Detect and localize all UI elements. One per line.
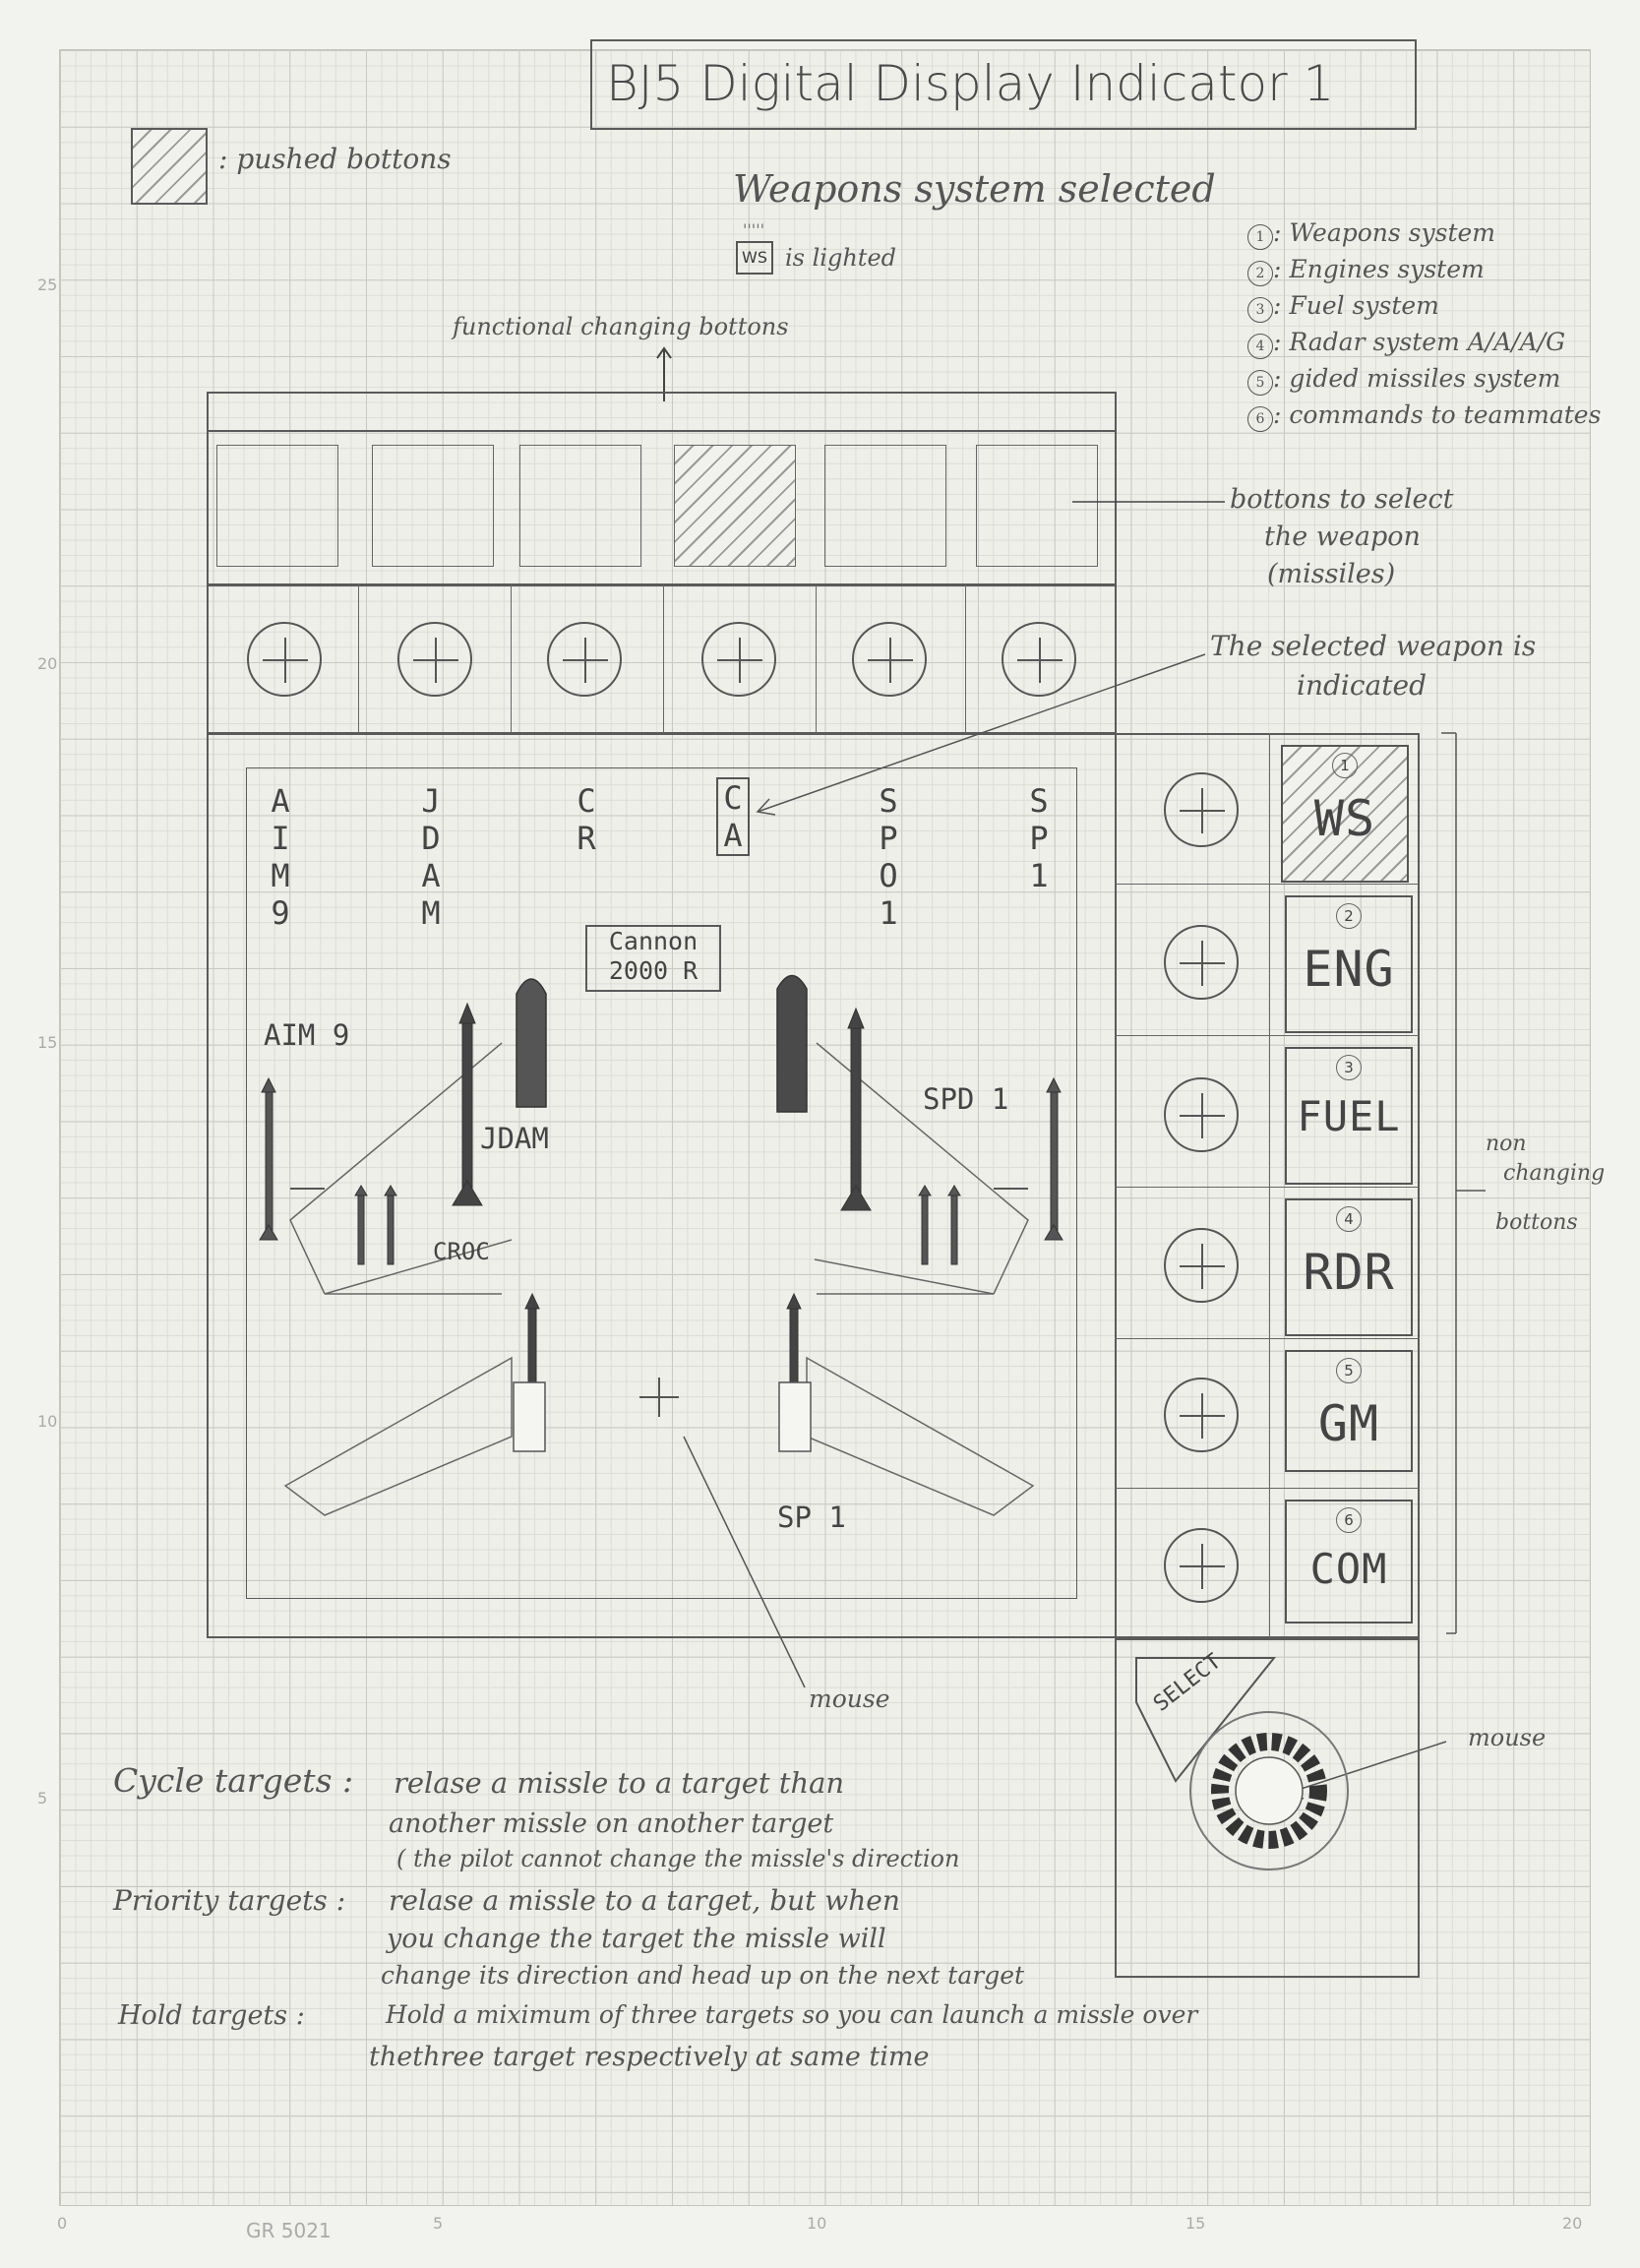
gm-button-label: GM <box>1317 1395 1380 1452</box>
select-weapon-note-2: the weapon <box>1264 521 1421 552</box>
gm-button[interactable] <box>1285 1350 1413 1472</box>
note-cycle-line: relase a missle to a target than <box>394 1766 845 1800</box>
non-changing-note-2: changing <box>1503 1161 1606 1186</box>
ws-button-label: WS <box>1313 790 1376 847</box>
system-row-divider <box>1115 884 1420 885</box>
systems-list-item: 6 : commands to teammates <box>1247 400 1601 437</box>
label-croc: CROC <box>433 1238 490 1265</box>
system-plus-knob-4[interactable] <box>1164 1228 1239 1303</box>
scale-bottom-10: 10 <box>807 2214 827 2233</box>
note-hold-line: Hold a miximum of three targets so you can launch a missle over <box>386 2000 1198 2029</box>
note-cycle-line: ( the pilot cannot change the missle's direction <box>396 1845 960 1872</box>
system-plus-knob-1[interactable] <box>1164 772 1239 847</box>
scale-bottom-15: 15 <box>1185 2214 1206 2233</box>
selected-indicated-note-2: indicated <box>1297 669 1427 702</box>
note-priority-line: you change the target the missle will <box>387 1924 886 1954</box>
cannon-label: Cannon <box>608 927 699 955</box>
weapon-col-cr: CR <box>577 782 596 857</box>
ws-badge-text: WS <box>742 248 767 267</box>
systems-num: 4 <box>1247 334 1273 359</box>
ws-button-num: 1 <box>1332 753 1358 778</box>
com-button[interactable] <box>1285 1500 1413 1624</box>
selected-indicated-note-1: The selected weapon is <box>1210 630 1537 662</box>
mouse-trackball-icon[interactable] <box>1185 1707 1353 1874</box>
systems-list-item: 3 : Fuel system <box>1247 291 1601 328</box>
gm-button-num: 5 <box>1336 1358 1362 1383</box>
systems-num: 2 <box>1247 261 1273 286</box>
functional-label: functional changing bottons <box>453 313 789 340</box>
selected-title: Weapons system selected <box>733 167 1216 211</box>
eng-button-num: 2 <box>1336 903 1362 929</box>
system-row-divider <box>1115 1338 1420 1339</box>
eng-button-label: ENG <box>1303 941 1395 998</box>
rdr-button[interactable] <box>1285 1198 1413 1336</box>
cannon-rounds: 2000 R <box>608 956 699 985</box>
fuel-button[interactable] <box>1285 1047 1413 1185</box>
systems-list-item: 1 : Weapons system <box>1247 218 1601 255</box>
systems-num: 6 <box>1247 406 1273 432</box>
scale-bottom-5: 5 <box>433 2214 444 2233</box>
system-plus-knob-2[interactable] <box>1164 925 1239 1000</box>
mouse-center-label: mouse <box>809 1685 890 1713</box>
system-col-divider <box>1269 733 1270 1638</box>
note-hold-term: Hold targets : <box>118 2000 305 2031</box>
ws-lighted-note: is lighted <box>785 244 897 272</box>
non-changing-note-1: non <box>1486 1132 1527 1156</box>
system-row-divider <box>1115 1035 1420 1036</box>
select-button-label[interactable]: SELECT <box>1149 1649 1227 1717</box>
weapon-col-aim9: AIM9 <box>271 782 290 932</box>
label-spd1: SPD 1 <box>923 1082 1009 1116</box>
com-button-num: 6 <box>1336 1507 1362 1533</box>
system-plus-knob-5[interactable] <box>1164 1378 1239 1452</box>
weapon-col-jdam: JDAM <box>421 782 441 932</box>
note-cycle-term: Cycle targets : <box>113 1761 354 1800</box>
systems-list-item: 4 : Radar system A/A/A/G <box>1247 328 1601 364</box>
label-sp1: SP 1 <box>777 1501 846 1534</box>
system-row-divider <box>1115 1488 1420 1489</box>
scale-bottom-0: 0 <box>57 2214 68 2233</box>
scale-left-25: 25 <box>37 276 58 294</box>
system-row-divider <box>1115 1187 1420 1188</box>
scale-left-20: 20 <box>37 654 58 673</box>
label-jdam: JDAM <box>480 1122 549 1155</box>
light-rays: ''''' <box>743 220 764 239</box>
scale-left-5: 5 <box>37 1789 48 1808</box>
system-plus-knob-6[interactable] <box>1164 1528 1239 1603</box>
scale-left-10: 10 <box>37 1412 58 1431</box>
fuel-button-num: 3 <box>1336 1055 1362 1080</box>
weapon-col-ca-selected: CA <box>716 777 750 856</box>
mouse-right-label: mouse <box>1468 1724 1547 1751</box>
footer-code: GR 5021 <box>246 2219 332 2242</box>
page-title: BJ5 Digital Display Indicator 1 <box>606 55 1335 112</box>
systems-num: 3 <box>1247 297 1273 323</box>
note-hold-line: thethree target respectively at same time <box>369 2042 930 2072</box>
systems-list-item: 5 : gided missiles system <box>1247 364 1601 400</box>
rdr-button-label: RDR <box>1303 1244 1395 1301</box>
note-priority-term: Priority targets : <box>113 1884 346 1917</box>
ws-button[interactable] <box>1281 745 1409 883</box>
scale-bottom-20: 20 <box>1562 2214 1583 2233</box>
label-aim9: AIM 9 <box>264 1018 350 1052</box>
weapon-col-spo1: SPO1 <box>879 782 898 932</box>
non-changing-note-3: bottons <box>1495 1210 1578 1235</box>
com-button-label: COM <box>1309 1545 1388 1593</box>
system-plus-knob-3[interactable] <box>1164 1077 1239 1152</box>
weapon-col-sp1: SP1 <box>1029 782 1049 894</box>
systems-num: 1 <box>1247 224 1273 250</box>
pushed-legend-label: : pushed bottons <box>218 143 452 175</box>
systems-list-item: 2 : Engines system <box>1247 255 1601 291</box>
eng-button[interactable] <box>1285 895 1413 1033</box>
note-priority-line: change its direction and head up on the next target <box>381 1961 1025 1990</box>
systems-num: 5 <box>1247 370 1273 396</box>
rdr-button-num: 4 <box>1336 1206 1362 1232</box>
select-weapon-note-3: (missiles) <box>1267 559 1396 589</box>
note-priority-line: relase a missle to a target, but when <box>389 1884 900 1917</box>
select-weapon-note-1: bottons to select <box>1230 484 1454 515</box>
fuel-button-label: FUEL <box>1297 1092 1401 1140</box>
scale-left-15: 15 <box>37 1033 58 1052</box>
note-cycle-line: another missle on another target <box>389 1808 834 1839</box>
